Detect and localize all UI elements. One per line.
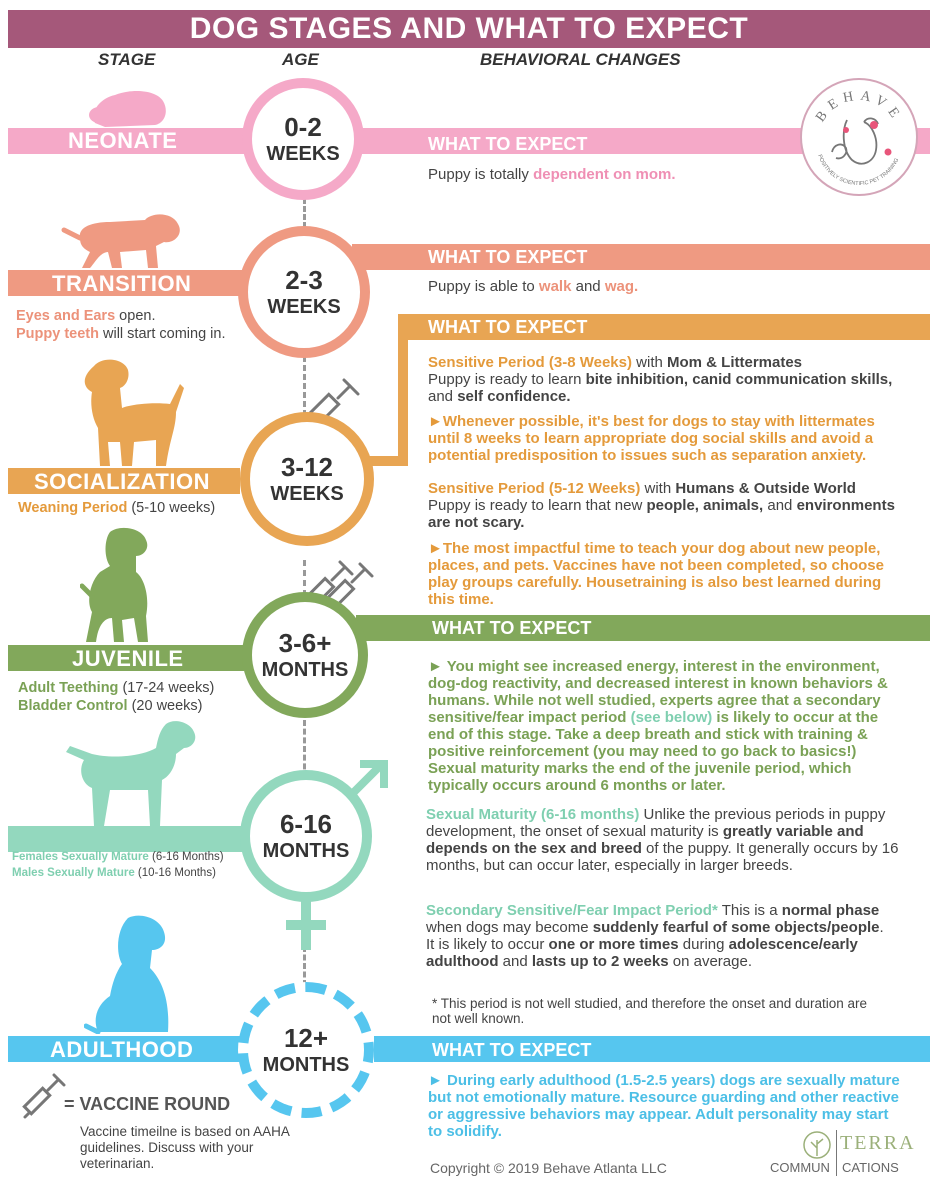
socialization-period-1: Sensitive Period (3-8 Weeks) with Mom & Littermates Puppy is ready to learn bite inhibition, canid communication skills, and self confidence. (428, 354, 893, 405)
socialization-littermates-tip: ►Whenever possible, it's best for dogs to stay with littermates until 8 weeks to learn appropriate dog social skills and avoid a potential predisposition to issues such as separation anxiety. (428, 413, 875, 464)
socialization-period-2: Sensitive Period (5-12 Weeks) with Humans & Outside World Puppy is ready to learn that new people, animals, and environments are not scary. (428, 480, 895, 531)
juvenile-dog-icon (80, 526, 160, 644)
behave-logo (800, 78, 918, 196)
socialization-impact-tip: ►The most impactful time to teach your dog about new people, places, and pets. Vaccines have not been completed, so choose play groups carefully. Housetraining is also best learned during this time. (428, 540, 884, 608)
adolescent-sexual-maturity: Sexual Maturity (6-16 months) Unlike the previous periods in puppy development, the onset of sexual maturity is greatly variable and depends on the sex and breed of the puppy. It generally occurs by 16 months, but can occur later, especially in larger breeds. (426, 806, 899, 874)
vaccine-legend-label: = VACCINE ROUND (64, 1094, 231, 1114)
transition-age-circle (238, 226, 370, 358)
adolescent-dog-icon (58, 718, 208, 828)
adulthood-age-range: 12+ (283, 1023, 329, 1053)
terra-communications-logo: TERRA COMMUN CATIONS (770, 1132, 916, 1175)
socialization-what-to-expect: WHAT TO EXPECT (428, 317, 588, 337)
juvenile-note-teething: Adult Teething (17-24 weeks) (18, 680, 215, 696)
behave-logo-icon (802, 80, 916, 194)
adolescent-fear-period: Secondary Sensitive/Fear Impact Period* This is a normal phase when dogs may become suddenly fearful of some objects/people. It is likely to occur one or more times during adolescence/early adulthood and lasts up to 2 weeks on average. (426, 902, 884, 970)
transition-note-teeth: Puppy teeth will start coming in. (16, 326, 226, 342)
vaccine-timeline-note: Vaccine timeilne is based on AAHA guidelines. Discuss with your veterinarian. (80, 1124, 290, 1171)
socialization-age-unit: WEEKS (270, 483, 344, 505)
adulthood-description: ► During early adulthood (1.5-2.5 years) dogs are sexually mature but not emotionally mature. Resource guarding and other reactive or aggressive behaviors may appear. Adult personality may start to solidify. (428, 1072, 900, 1140)
young-puppy-icon (60, 208, 185, 270)
female-symbol-icon (284, 900, 328, 952)
adulthood-age-unit: MONTHS (262, 1054, 350, 1076)
socialization-age-range: 3-12 (280, 452, 334, 482)
juvenile-note-bladder: Bladder Control (20 weeks) (18, 698, 203, 714)
svg-text:BEHAVE: BEHAVE (813, 88, 906, 126)
juvenile-age-circle (242, 592, 368, 718)
transition-note-eyes: Eyes and Ears open. (16, 308, 156, 324)
timeline-connector (303, 946, 306, 986)
neonate-age-circle (242, 78, 364, 200)
adulthood-age-circle (238, 982, 374, 1118)
svg-text:POSITIVELY SCIENTIFIC PET TRAI: POSITIVELY SCIENTIFIC PET TRAINING (816, 153, 901, 188)
neonate-what-to-expect: WHAT TO EXPECT (428, 134, 588, 154)
neonate-age-unit: WEEKS (266, 143, 340, 165)
transition-age-unit: WEEKS (267, 296, 341, 318)
adult-dog-icon (84, 914, 174, 1034)
stage-column-header: STAGE (98, 50, 156, 69)
vaccine-legend-syringe-icon (22, 1072, 66, 1120)
adolescent-footnote: * This period is not well studied, and therefore the onset and duration are not well known. (432, 996, 868, 1026)
socialization-age-circle (240, 412, 374, 546)
age-column-header: AGE (282, 50, 319, 69)
adolescent-age-range: 6-16 (279, 809, 333, 839)
transition-age-range: 2-3 (285, 265, 323, 295)
neonate-label: NEONATE (68, 128, 178, 153)
puppy-sitting-icon (72, 358, 184, 468)
adolescent-age-circle (240, 770, 372, 902)
neonate-age-range: 0-2 (284, 112, 322, 142)
adulthood-label: ADULTHOOD (50, 1037, 194, 1062)
juvenile-description: ► You might see increased energy, interest in the environment, dog-dog reactivity, and decreased interest in known behaviors & humans. While not well studied, experts agree that a secondary sensitive/fear impact period (see below) is likely to occur at the end of this stage. Take a deep breath and stick with training & positive reinforcement (you may need to go back to basics!) Sexual maturity marks the end of the juvenile period, which typically occurs around 6 months or later. (428, 658, 888, 794)
newborn-puppy-icon (85, 85, 170, 130)
neonate-description: Puppy is totally dependent on mom. (428, 166, 676, 183)
adolescent-note-females: Females Sexually Mature (6-16 Months) (12, 851, 224, 863)
juvenile-label: JUVENILE (72, 646, 184, 671)
transition-description: Puppy is able to walk and wag. (428, 278, 639, 295)
transition-what-to-expect: WHAT TO EXPECT (428, 247, 588, 267)
timeline-connector (303, 198, 306, 228)
leaf-icon (802, 1130, 832, 1160)
socialization-note-weaning: Weaning Period (5-10 weeks) (18, 500, 216, 516)
behavior-column-header: BEHAVIORAL CHANGES (480, 50, 681, 69)
socialization-label: SOCIALIZATION (34, 469, 210, 494)
page-title: DOG STAGES AND WHAT TO EXPECT (189, 12, 749, 45)
transition-label: TRANSITION (52, 271, 192, 296)
adolescent-note-males: Males Sexually Mature (10-16 Months) (12, 867, 216, 879)
adulthood-what-to-expect: WHAT TO EXPECT (432, 1040, 592, 1060)
juvenile-age-unit: MONTHS (261, 659, 349, 681)
adolescent-band-left (8, 826, 248, 852)
juvenile-age-range: 3-6+ (278, 628, 332, 658)
copyright: Copyright © 2019 Behave Atlanta LLC (430, 1160, 667, 1176)
adolescent-age-unit: MONTHS (262, 840, 350, 862)
juvenile-what-to-expect: WHAT TO EXPECT (432, 618, 592, 638)
